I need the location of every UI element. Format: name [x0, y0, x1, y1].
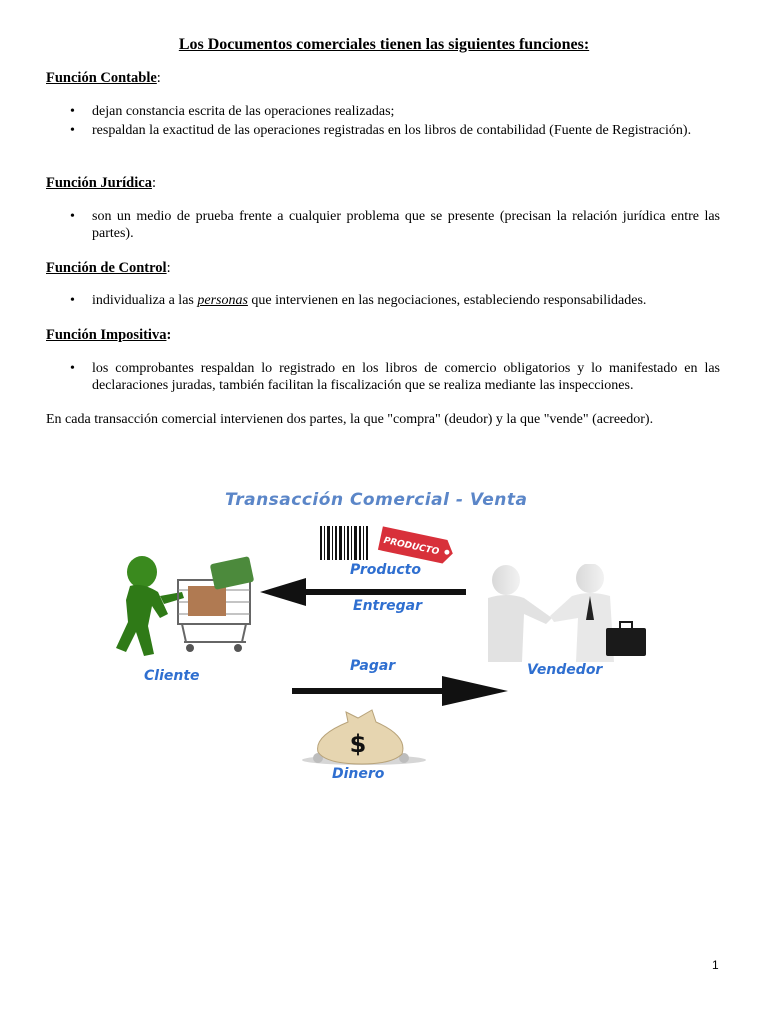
bullet-icon: • — [70, 293, 75, 308]
section-impositiva-heading: Función Impositiva: — [46, 327, 172, 343]
heading-text: Función Jurídica — [46, 175, 152, 191]
heading-text: Función de Control — [46, 260, 167, 276]
page-number: 1 — [712, 958, 719, 972]
tag-label: PRODUCTO — [382, 535, 440, 558]
transaction-paragraph: En cada transacción comercial intervienen dos partes, la que "compra" (deudor) y la que "vende" (acreedor). — [46, 412, 654, 427]
list-item: • los comprobantes respaldan lo registrado en los libros de comercio obligatorios y lo manifestado en las declaraciones juradas, también facilitan la fiscalización que se realiza mediante las inspecciones. — [70, 361, 720, 393]
customer-cart-icon — [108, 552, 268, 662]
personas-link[interactable]: personas — [197, 293, 248, 308]
list-item: • dejan constancia escrita de las operaciones realizadas; — [70, 104, 395, 119]
control-list — [46, 293, 720, 312]
dinero-label: Dinero — [332, 766, 385, 782]
list-item: • individualiza a las personas que intervienen en las negociaciones, estableciendo responsabilidades. — [70, 293, 647, 308]
section-contable-heading: Función Contable: — [46, 70, 161, 86]
money-bag-icon — [296, 702, 436, 768]
list-item: • son un medio de prueba frente a cualquier problema que se presente (precisan la relación jurídica entre las partes). — [70, 209, 720, 241]
heading-text: Función Contable — [46, 70, 157, 86]
impositiva-list — [46, 361, 720, 396]
vendedor-label: Vendedor — [527, 662, 603, 678]
juridica-list — [46, 209, 720, 244]
bullet-icon: • — [70, 104, 75, 119]
contable-list — [46, 104, 720, 141]
section-control-heading: Función de Control: — [46, 260, 171, 276]
bullet-icon: • — [70, 209, 75, 224]
page-title: Los Documentos comerciales tienen las siguientes funciones: — [178, 36, 590, 53]
transaction-diagram — [100, 480, 680, 790]
handshake-icon — [478, 564, 653, 664]
entregar-label: Entregar — [353, 598, 422, 614]
producto-label: Producto — [350, 562, 421, 578]
diagram-title: Transacción Comercial - Venta — [225, 490, 528, 510]
heading-text: Función Impositiva — [46, 327, 167, 343]
section-juridica-heading: Función Jurídica: — [46, 175, 156, 191]
dollar-sign: $ — [349, 730, 367, 758]
cliente-label: Cliente — [144, 668, 200, 684]
list-item: • respaldan la exactitud de las operaciones registradas en los libros de contabilidad (Fuente de Registración). — [70, 122, 692, 138]
bullet-icon: • — [70, 122, 75, 138]
bullet-icon: • — [70, 361, 75, 376]
pagar-label: Pagar — [350, 658, 396, 674]
